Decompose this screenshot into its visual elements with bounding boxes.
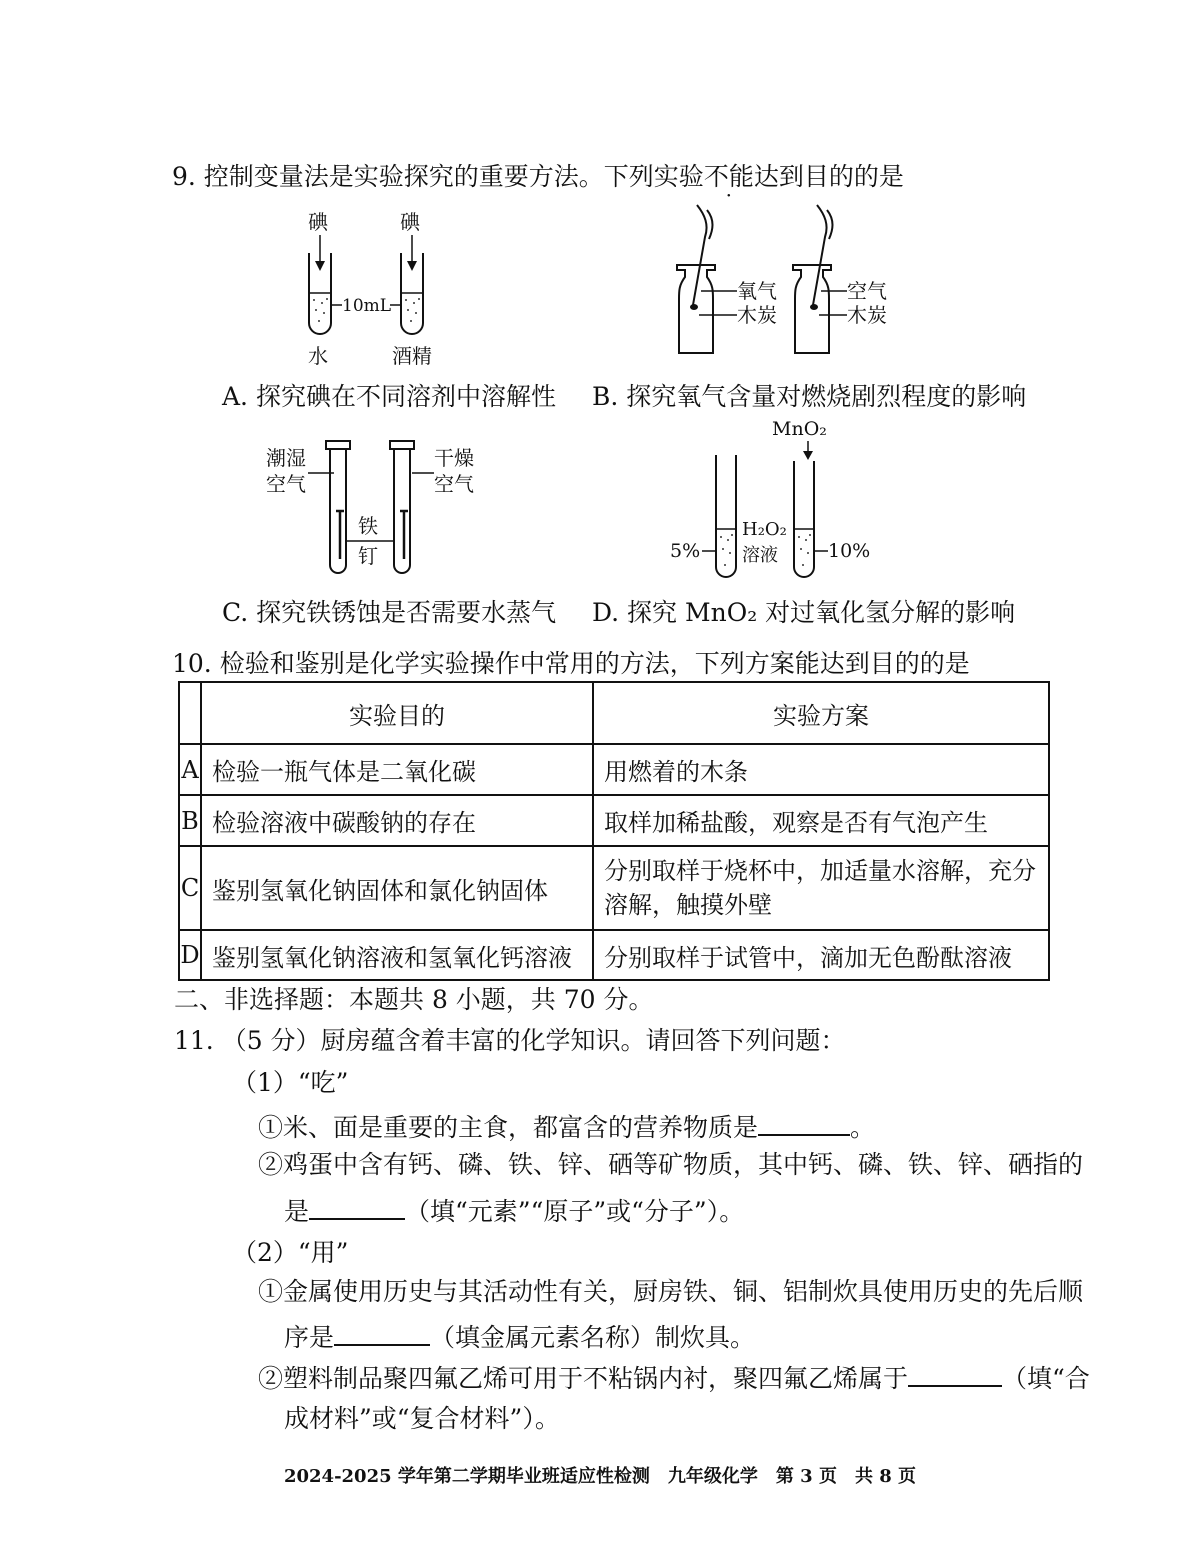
row-goal: 鉴别氢氧化钠溶液和氢氧化钙溶液	[201, 930, 593, 980]
row-option: A	[179, 744, 201, 795]
fig-c-nail: 钉	[358, 544, 378, 568]
table-header-row	[179, 682, 1049, 744]
figure-c-iron-nail-tubes	[262, 437, 492, 587]
row-plan: 取样加稀盐酸，观察是否有气泡产生	[593, 795, 1049, 846]
answer-blank-1[interactable]	[758, 1108, 850, 1136]
figure-d-h2o2-tubes	[668, 413, 878, 583]
q11-stem: 11. （5 分）厨房蕴含着丰富的化学知识。请回答下列问题：	[174, 1026, 846, 1055]
q10-stem: 10. 检验和鉴别是化学实验操作中常用的方法，下列方案能达到目的的是	[172, 649, 970, 678]
q11-p1-item2-line1: ②鸡蛋中含有钙、磷、铁、锌、硒等矿物质，其中钙、磷、铁、锌、硒指的	[258, 1150, 1084, 1179]
option-d-label: D. 探究 MnO₂ 对过氧化氢分解的影响	[592, 598, 1016, 627]
fig-a-alcohol: 酒精	[392, 344, 432, 368]
row-option: D	[179, 930, 201, 980]
fig-d-five-percent: 5%	[670, 540, 701, 562]
q9-stem-part1: 9. 控制变量法是实验探究的重要方法。下列实验	[172, 162, 704, 191]
row-goal: 检验溶液中碳酸钠的存在	[201, 795, 593, 846]
q11-p2-item1-hint: （填金属元素名称）制炊具。	[430, 1323, 756, 1352]
table-header-blank	[179, 682, 201, 744]
fig-b-charcoal-left: 木炭	[737, 303, 777, 327]
figure-a-iodine-tubes	[290, 205, 460, 370]
table-header-goal: 实验目的	[201, 682, 593, 744]
row-plan: 分别取样于烧杯中，加适量水溶解，充分溶解，触摸外壁	[593, 846, 1049, 930]
table-row	[179, 744, 1049, 795]
answer-blank-3[interactable]	[334, 1318, 430, 1346]
fig-a-iodine-left: 碘	[308, 210, 328, 234]
fig-c-iron: 铁	[358, 514, 378, 538]
q11-part1: （1）“吃”	[232, 1068, 349, 1097]
q11-p1-item1-end: 。	[850, 1113, 876, 1142]
q11-p2-item1-line2	[284, 1318, 755, 1355]
table-row	[179, 795, 1049, 846]
fig-b-charcoal-right: 木炭	[847, 303, 887, 327]
page-footer: 2024-2025 学年第二学期毕业班适应性检测 九年级化学 第 3 页 共 8 页	[283, 1466, 917, 1487]
fig-a-water: 水	[308, 344, 328, 368]
figure-b-combustion-bottles	[665, 195, 905, 360]
q11-p2-item2-line1	[258, 1359, 1090, 1396]
q9-stem-part2: 达到目的的是	[753, 162, 904, 191]
q9-stem	[172, 160, 904, 194]
fig-d-solution: 溶液	[742, 545, 778, 566]
answer-blank-2[interactable]	[309, 1192, 405, 1220]
q11-p2-item1-order: 序是	[284, 1323, 335, 1352]
fig-c-humid-air: 空气	[266, 472, 306, 496]
option-a-label: A. 探究碘在不同溶剂中溶解性	[222, 382, 556, 411]
table-row	[179, 846, 1049, 930]
fig-c-dry: 干燥	[434, 446, 474, 470]
row-option: C	[179, 846, 201, 930]
option-c-label: C. 探究铁锈蚀是否需要水蒸气	[222, 598, 557, 627]
row-option: B	[179, 795, 201, 846]
q10-table	[178, 681, 1050, 981]
q11-p2-item2-text: ②塑料制品聚四氟乙烯可用于不粘锅内衬，聚四氟乙烯属于	[258, 1364, 909, 1393]
row-plan: 分别取样于试管中，滴加无色酚酞溶液	[593, 930, 1049, 980]
fig-a-volume: 10mL	[342, 296, 392, 316]
q11-p1-item1	[258, 1108, 875, 1145]
row-goal: 鉴别氢氧化钠固体和氯化钠固体	[201, 846, 593, 930]
q9-stem-emphasis: 不能	[703, 162, 754, 191]
q11-part2: （2）“用”	[232, 1238, 349, 1267]
q11-p2-item2-line2: 成材料”或“复合材料”）。	[284, 1404, 560, 1433]
fig-d-catalyst: MnO₂	[772, 418, 827, 440]
fig-b-air: 空气	[847, 279, 887, 303]
q11-p1-item2-line2	[284, 1192, 744, 1229]
row-goal: 检验一瓶气体是二氧化碳	[201, 744, 593, 795]
table-row	[179, 930, 1049, 980]
q11-p1-item1-text: ①米、面是重要的主食，都富含的营养物质是	[258, 1113, 759, 1142]
option-b-label: B. 探究氧气含量对燃烧剧烈程度的影响	[592, 382, 1027, 411]
answer-blank-4[interactable]	[908, 1359, 1002, 1387]
fig-c-dry-air: 空气	[434, 472, 474, 496]
row-plan: 用燃着的木条	[593, 744, 1049, 795]
fig-d-ten-percent: 10%	[828, 540, 871, 562]
q11-p2-item2-hint: （填“合	[1002, 1364, 1090, 1393]
fig-c-humid: 潮湿	[266, 446, 306, 470]
q11-p1-item2-hint: （填“元素”“原子”或“分子”）。	[405, 1197, 745, 1226]
table-header-plan: 实验方案	[593, 682, 1049, 744]
fig-a-iodine-right: 碘	[400, 210, 420, 234]
q11-p2-item1-line1: ①金属使用历史与其活动性有关，厨房铁、铜、铝制炊具使用历史的先后顺	[258, 1277, 1084, 1306]
fig-d-h2o2: H₂O₂	[742, 519, 787, 540]
q11-p1-item2-shi: 是	[284, 1197, 310, 1226]
fig-b-oxygen: 氧气	[737, 279, 777, 303]
section-2-heading: 二、非选择题：本题共 8 小题，共 70 分。	[174, 985, 654, 1014]
